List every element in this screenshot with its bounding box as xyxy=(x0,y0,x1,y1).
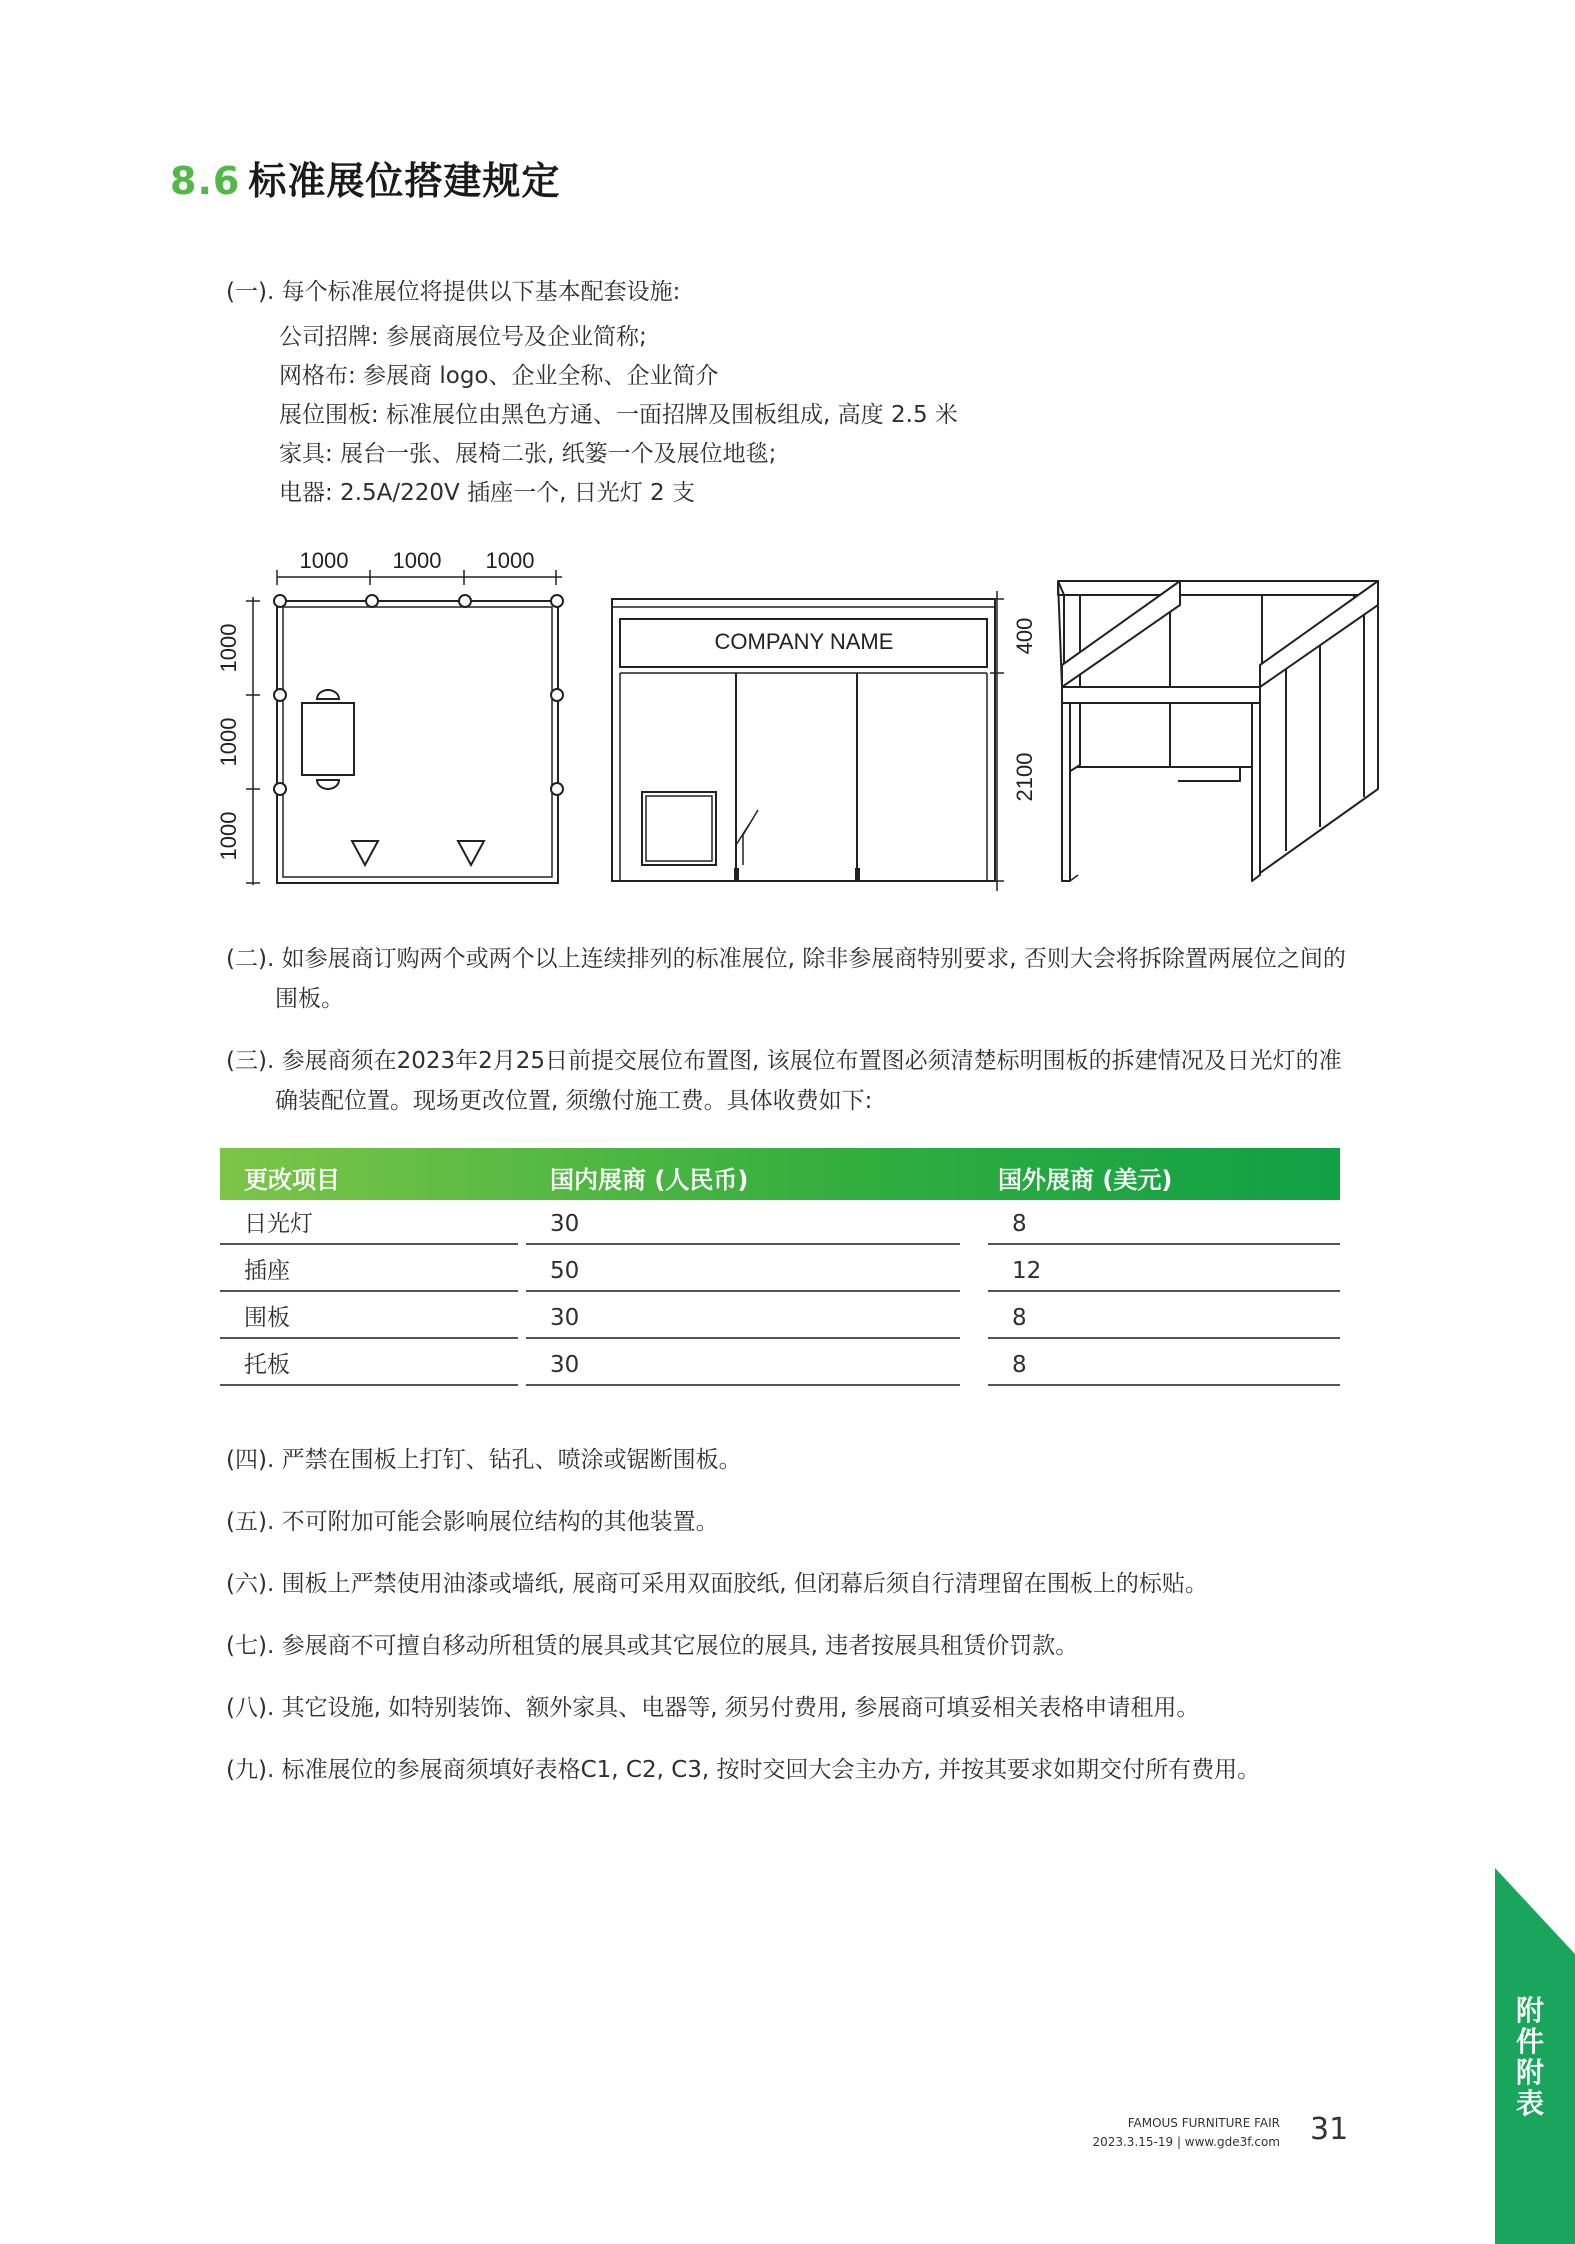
footer-brand-name: FAMOUS FURNITURE FAIR xyxy=(1127,2116,1280,2130)
fee-domestic: 30 xyxy=(526,1200,960,1245)
side-tab-char: 表 xyxy=(1515,2087,1544,2120)
rule-item: (八). 其它设施, 如特别装饰、额外家具、电器等, 须另付费用, 参展商可填妥相关表格申请租用。 xyxy=(226,1695,1200,1721)
floor-plan xyxy=(246,570,563,885)
fee-domestic: 30 xyxy=(526,1341,960,1386)
section-number: 8.6 xyxy=(170,159,241,203)
facility-item: 电器: 2.5A/220V 插座一个, 日光灯 2 支 xyxy=(279,480,695,506)
section3-text: (三). 参展商须在2023年2月25日前提交展位布置图, 该展位布置图必须清楚标明围板的拆建情况及日光灯的准确装配位置。现场更改位置, 须缴付施工费。具体收费如下: xyxy=(226,1048,1342,1114)
side-tab-char: 件 xyxy=(1515,2025,1544,2058)
facility-item: 公司招牌: 参展商展位号及企业简称; xyxy=(279,324,647,350)
side-tab-char: 附 xyxy=(1515,2056,1544,2089)
fee-domestic: 30 xyxy=(526,1294,960,1339)
fee-domestic: 50 xyxy=(526,1247,960,1292)
side-tab-label xyxy=(1512,1995,1548,2119)
fee-item: 插座 xyxy=(220,1247,518,1292)
fee-item: 围板 xyxy=(220,1294,518,1339)
plan-top-dim: 1000 xyxy=(299,548,349,573)
rule-item: (四). 严禁在围板上打钉、钻孔、喷涂或锯断围板。 xyxy=(226,1447,742,1473)
facility-item: 网格布: 参展商 logo、企业全称、企业简介 xyxy=(279,363,719,389)
booth-diagram xyxy=(216,535,1400,905)
table-row xyxy=(220,1200,1340,1247)
plan-top-dim: 1000 xyxy=(392,548,442,573)
fee-table-header xyxy=(220,1148,1340,1200)
fee-foreign: 12 xyxy=(988,1247,1340,1292)
rule-item: (五). 不可附加可能会影响展位结构的其他装置。 xyxy=(226,1509,719,1535)
header-domestic: 国内展商 (人民币) xyxy=(550,1166,749,1194)
section-title: 标准展位搭建规定 xyxy=(248,159,561,203)
table-row xyxy=(220,1247,1340,1294)
fee-foreign: 8 xyxy=(988,1200,1340,1245)
plan-top-dim: 1000 xyxy=(485,548,535,573)
plan-side-dim: 1000 xyxy=(216,623,241,673)
facility-item: 展位围板: 标准展位由黑色方通、一面招牌及围板组成, 高度 2.5 米 xyxy=(279,402,958,428)
rule-item: (七). 参展商不可擅自移动所租赁的展具或其它展位的展具, 违者按展具租赁价罚款。 xyxy=(226,1633,1079,1659)
rule-item: (六). 围板上严禁使用油漆或墙纸, 展商可采用双面胶纸, 但闭幕后须自行清理留在围板上的标贴。 xyxy=(226,1571,1208,1597)
footer-info: 2023.3.15-19 | www.gde3f.com xyxy=(1092,2135,1280,2149)
fee-foreign: 8 xyxy=(988,1341,1340,1386)
side-tab-char: 附 xyxy=(1515,1994,1544,2027)
section-heading xyxy=(170,150,560,205)
elevation-dim: 400 xyxy=(1012,617,1037,655)
rule-item: (九). 标准展位的参展商须填好表格C1, C2, C3, 按时交回大会主办方, 并按其要求如期交付所有费用。 xyxy=(226,1757,1261,1783)
footer-brand xyxy=(1092,2114,1280,2152)
plan-side-dim: 1000 xyxy=(216,717,241,767)
isometric-view xyxy=(1058,581,1378,881)
header-item: 更改项目 xyxy=(244,1166,340,1194)
section1-title: (一). 每个标准展位将提供以下基本配套设施: xyxy=(226,279,681,305)
table-row xyxy=(220,1294,1340,1341)
fee-item: 日光灯 xyxy=(220,1200,518,1245)
plan-side-dim: 1000 xyxy=(216,811,241,861)
elevation-dim: 2100 xyxy=(1012,752,1037,802)
rules-list xyxy=(226,1440,1260,1812)
fee-item: 托板 xyxy=(220,1341,518,1386)
header-foreign: 国外展商 (美元) xyxy=(998,1166,1173,1194)
page-number: 31 xyxy=(1310,2112,1349,2147)
fee-table xyxy=(220,1148,1340,1388)
section2-text: (二). 如参展商订购两个或两个以上连续排列的标准展位, 除非参展商特别要求, 否则大会将拆除置两展位之间的围板。 xyxy=(226,946,1346,1012)
fee-foreign: 8 xyxy=(988,1294,1340,1339)
facility-item: 家具: 展台一张、展椅二张, 纸篓一个及展位地毯; xyxy=(279,441,777,467)
facility-list xyxy=(279,318,958,513)
fascia-company-name: COMPANY NAME xyxy=(714,629,894,654)
table-row xyxy=(220,1341,1340,1388)
